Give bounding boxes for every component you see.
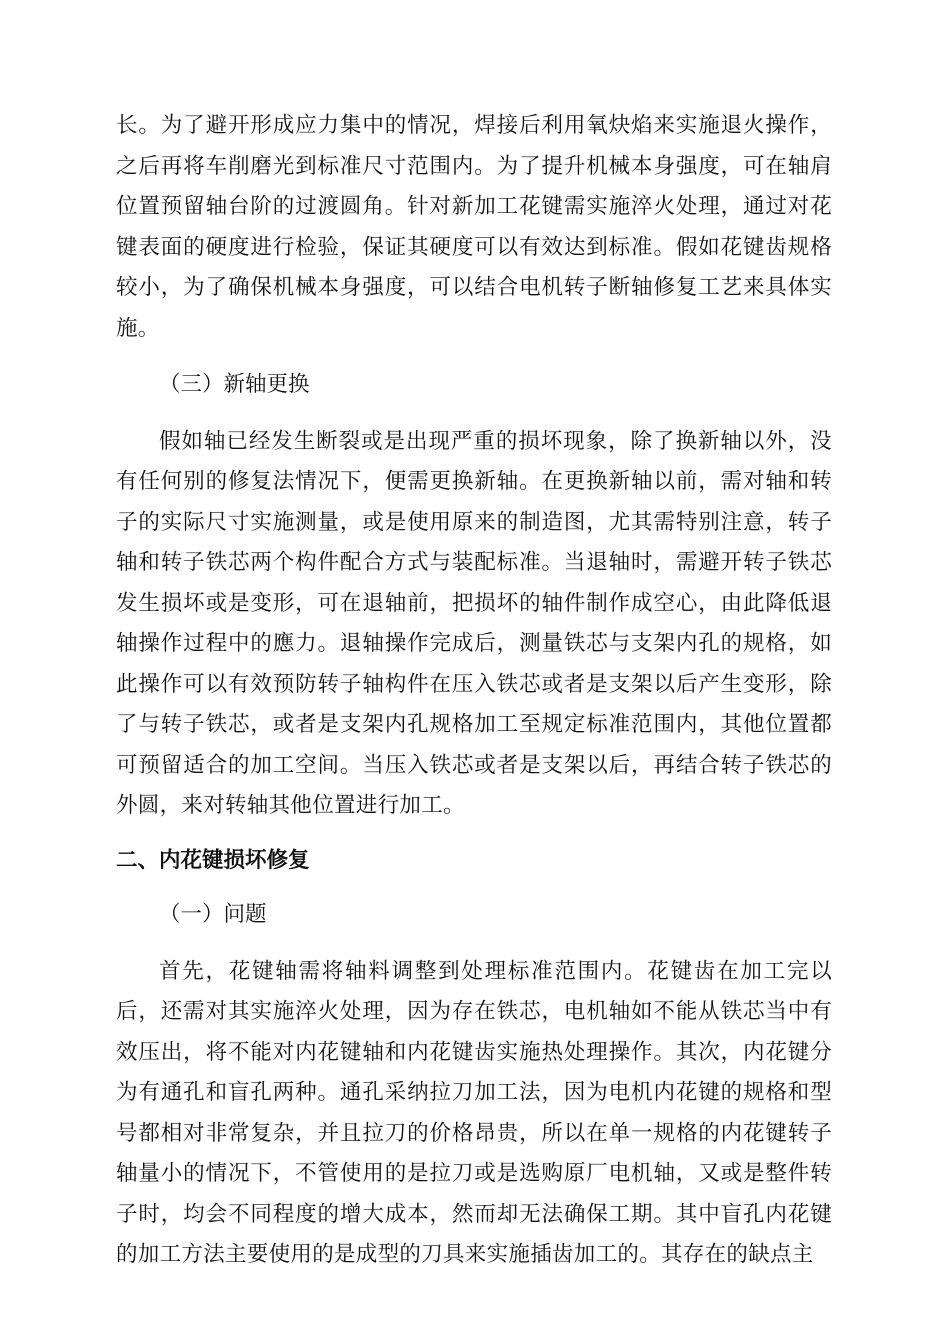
spacer [116,349,832,365]
paragraph-new-shaft: 假如轴已经发生断裂或是出现严重的损坏现象，除了换新轴以外，没有任何别的修复法情况下，便需更换新轴。在更换新轴以前，需对轴和转子的实际尺寸实施测量，或是使用原来的制造图，尤其需特别注意，转子轴和转子铁芯两个构件配合方式与装配标准。当退轴时，需避开转子铁芯发生损坏或是变形，可在退轴前，把损坏的轴件制作成空心，由此降低退轴操作过程中的應力。退轴操作完成后，测量铁芯与支架内孔的规格，如此操作可以有效预防转子轴构件在压入铁芯或者是支架以后产生变形，除了与转子铁芯，或者是支架内孔规格加工至规定标准范围内，其他位置都可预留适合的加工空间。当压入铁芯或者是支架以后，再结合转子铁芯的外圆，来对转轴其他位置进行加工。 [116,428,832,818]
spacer [116,881,832,895]
spacer [116,936,832,952]
document-page [116,106,832,1276]
spacer [116,406,832,422]
section-heading-inner-spline: 二、内花键损坏修复 [116,847,310,873]
paragraph-annealing: 长。为了避开形成应力集中的情况，焊接后利用氧炔焰来实施退火操作，之后再将车削磨光到标准尺寸范围内。为了提升机械本身强度，可在轴肩位置预留轴台阶的过渡圆角。针对新加工花键需实施淬火处理，通过对花键表面的硬度进行检验，保证其硬度可以有效达到标准。假如花键齿规格较小，为了确保机械本身强度，可以结合电机转子断轴修复工艺来具体实施。 [116,113,832,341]
spacer [116,827,832,841]
paragraph-problem: 首先，花键轴需将轴料调整到处理标准范围内。花键齿在加工完以后，还需对其实施淬火处理，因为存在铁芯，电机轴如不能从铁芯当中有效压出，将不能对内花键轴和内花键齿实施热处理操作。其次，内花键分为有通孔和盲孔两种。通孔采纳拉刀加工法，因为电机内花键的规格和型号都相对非常复杂，并且拉刀的价格昂贵，所以在单一规格的内花键转子轴量小的情况下，不管使用的是拉刀或是选购原厂电机轴，又或是整件转子时，均会不同程度的增大成本，然而却无法确保工期。其中盲孔内花键的加工方法主要使用的是成型的刀具来实施插齿加工的。其存在的缺点主 [116,958,832,1267]
subheading-new-shaft: （三）新轴更换 [159,372,310,397]
subheading-problem: （一）问题 [159,902,267,927]
